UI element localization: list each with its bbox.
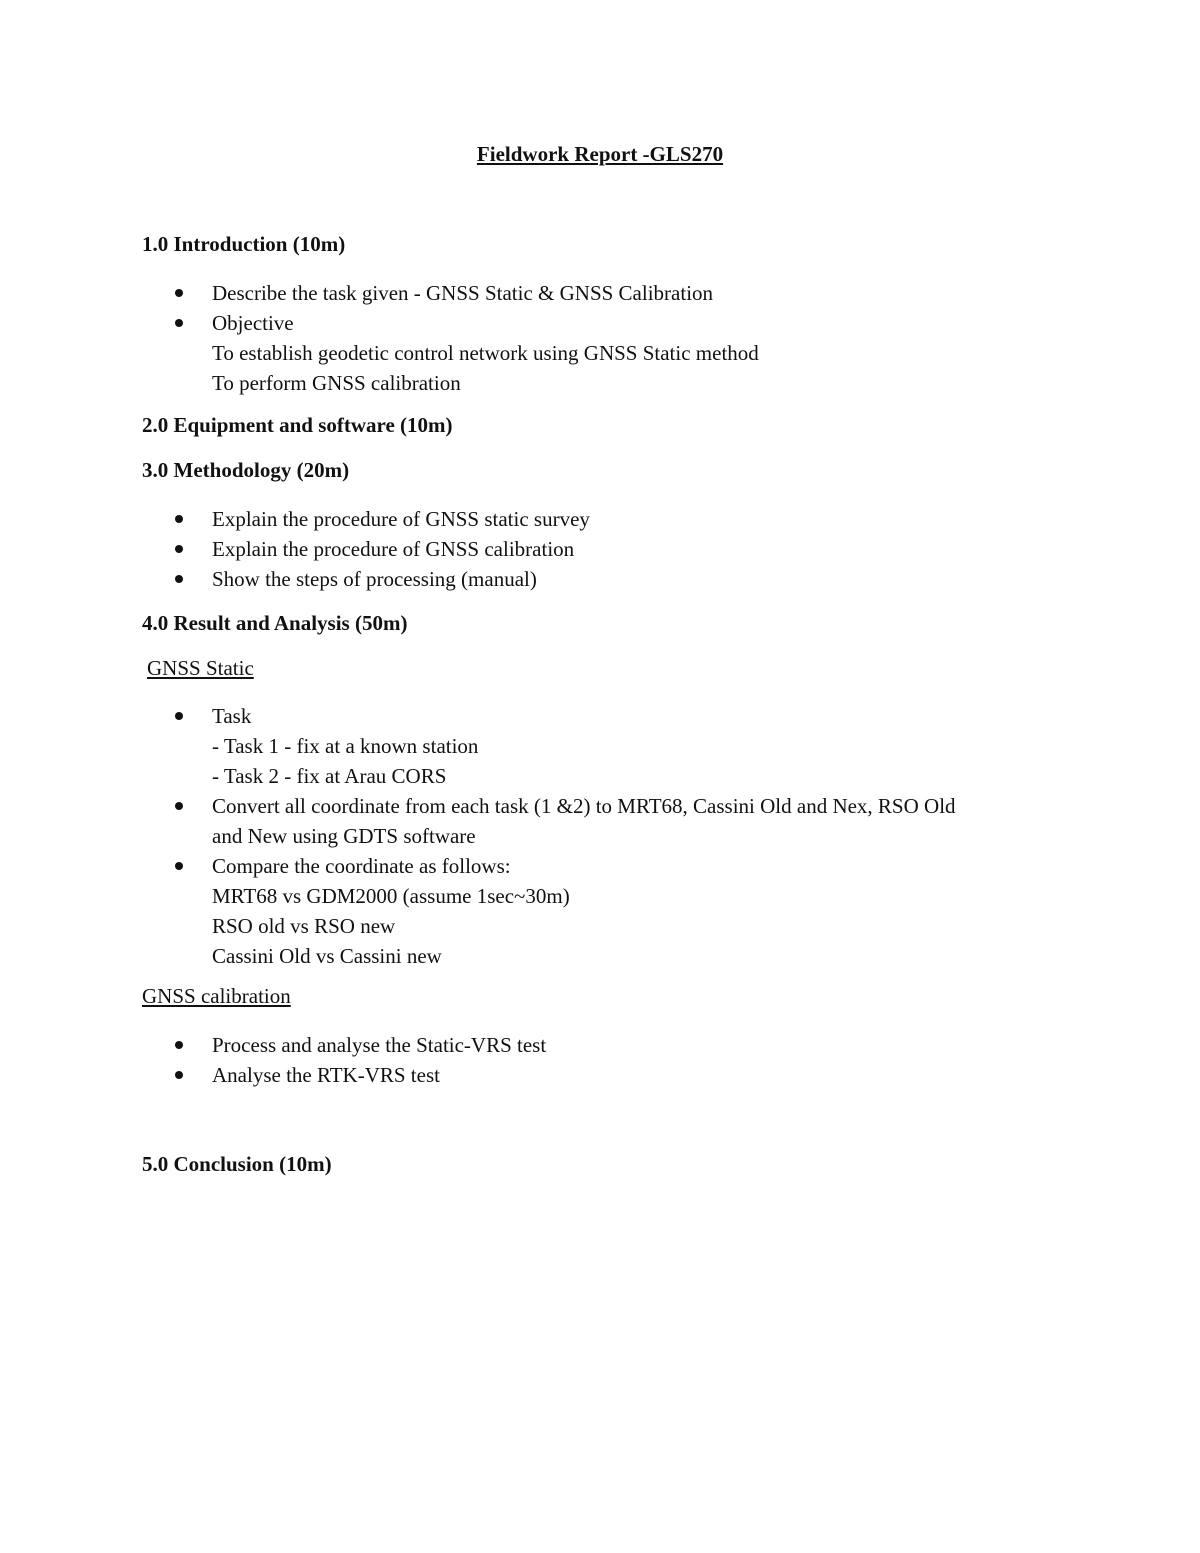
bullet-icon <box>175 319 183 327</box>
task-line: - Task 2 - fix at Arau CORS <box>212 764 447 788</box>
bullet-icon <box>175 515 183 523</box>
introduction-list <box>0 278 1200 398</box>
list-item-text-continued: and New using GDTS software <box>212 824 476 848</box>
task-line: - Task 1 - fix at a known station <box>212 734 479 758</box>
list-item <box>0 504 1200 534</box>
heading-introduction: 1.0 Introduction (10m) <box>142 232 346 256</box>
bullet-icon <box>175 289 183 297</box>
list-item <box>0 308 1200 398</box>
gnss-static-list <box>0 701 1200 971</box>
bullet-icon <box>175 712 183 720</box>
subheading-gnss-calibration: GNSS calibration <box>142 984 291 1008</box>
list-item-text: Analyse the RTK-VRS test <box>212 1063 440 1087</box>
gnss-calibration-list <box>0 1030 1200 1090</box>
subheading-gnss-static: GNSS Static <box>147 656 254 680</box>
bullet-icon <box>175 802 183 810</box>
list-item-text: Task <box>212 704 252 728</box>
list-item <box>0 1030 1200 1060</box>
list-item <box>0 564 1200 594</box>
list-item-text: Describe the task given - GNSS Static & GNSS Calibration <box>212 281 714 305</box>
list-item <box>0 851 1200 971</box>
list-item-text: Convert all coordinate from each task (1 &2) to MRT68, Cassini Old and Nex, RSO Old <box>212 794 956 818</box>
list-item <box>0 534 1200 564</box>
heading-results: 4.0 Result and Analysis (50m) <box>142 611 408 635</box>
list-item-text: Compare the coordinate as follows: <box>212 854 511 878</box>
heading-equipment: 2.0 Equipment and software (10m) <box>142 413 453 437</box>
bullet-icon <box>175 1041 183 1049</box>
bullet-icon <box>175 862 183 870</box>
objective-line: To establish geodetic control network using GNSS Static method <box>212 341 759 365</box>
list-item <box>0 701 1200 791</box>
list-item-text: Show the steps of processing (manual) <box>212 567 537 591</box>
heading-conclusion: 5.0 Conclusion (10m) <box>142 1152 332 1176</box>
list-item-text: Explain the procedure of GNSS static survey <box>212 507 590 531</box>
compare-line: Cassini Old vs Cassini new <box>212 944 442 968</box>
list-item-text: Objective <box>212 311 294 335</box>
bullet-icon <box>175 575 183 583</box>
compare-line: MRT68 vs GDM2000 (assume 1sec~30m) <box>212 884 570 908</box>
list-item-text: Explain the procedure of GNSS calibration <box>212 537 575 561</box>
objective-line: To perform GNSS calibration <box>212 371 461 395</box>
methodology-list <box>0 504 1200 594</box>
list-item <box>0 1060 1200 1090</box>
bullet-icon <box>175 545 183 553</box>
compare-line: RSO old vs RSO new <box>212 914 396 938</box>
list-item <box>0 791 1200 851</box>
heading-methodology: 3.0 Methodology (20m) <box>142 458 350 482</box>
list-item <box>0 278 1200 308</box>
report-title: Fieldwork Report -GLS270 <box>476 142 724 166</box>
bullet-icon <box>175 1071 183 1079</box>
list-item-text: Process and analyse the Static-VRS test <box>212 1033 547 1057</box>
